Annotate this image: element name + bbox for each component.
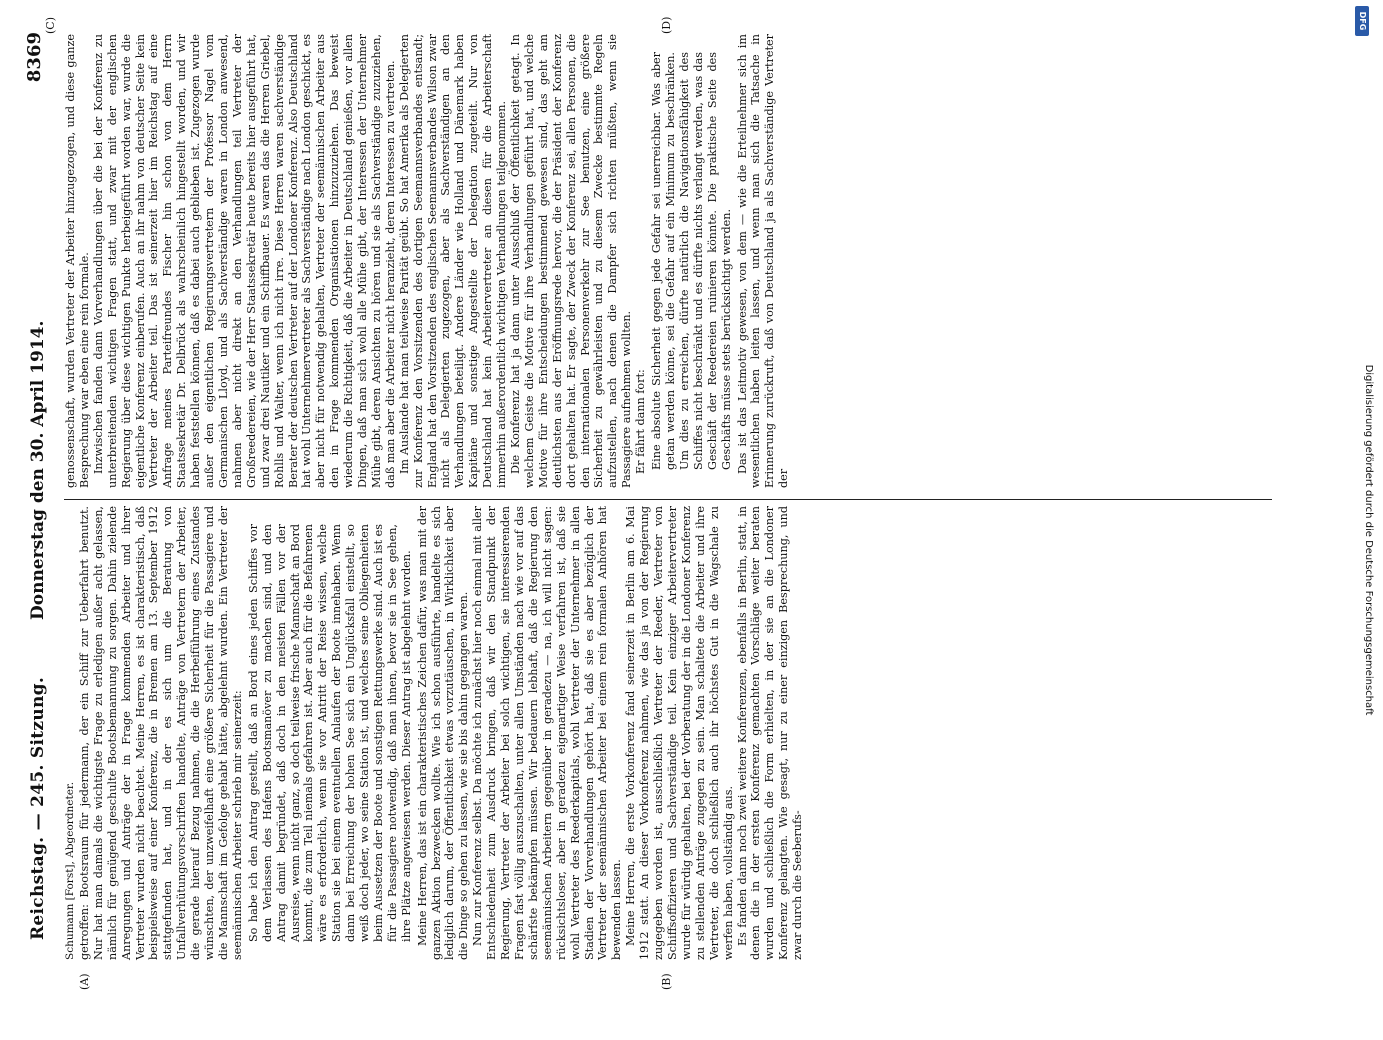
left-paragraph: Es fanden dann noch zwei weitere Konferenzen, ebenfalls in Berlin, statt, in denen die in der ersten Konferenz gemachten Vorschläge weiter beraten wurden und schließlich die Form erhielten, in der sie an die Londoner Konferenz gelangten. Wie gesagt, nur zu einer einzigen Besprechung, und zwar durch die Seeberufs- bbox=[735, 506, 805, 960]
right-paragraph: genossenschaft, wurden Vertreter der Arbeiter hinzugezogen, und diese ganze Besprechung war eben eine rein formale. bbox=[64, 34, 91, 488]
page-number: 8369 bbox=[24, 32, 45, 83]
left-paragraph: getroffen: Bootsraum für jedermann, der ein Schiff zur Ueberfahrt benutzt. Nur hat man damals die wichtigste Frage zu erledigen außer acht gelassen, nämlich für genügend geschulte Bootsbemannung zu sorgen. Dahin zielende Anregungen und Anträge der in Frage kommenden Arbeiter und ihrer Vertreter wurden nicht beachtet. Meine Herren, es ist charakteristisch, daß beispielsweise auf einer Konferenz, die in Bremen am 13. September 1912 stattgefunden hat, und in der es sich um die Beratung von Unfallverhütungsvorschriften handelte, Anträge von Vertretern der Arbeiter, die gerade hierauf Bezug nahmen, die die Herbeiführung eines Zustandes wünschten, der unzweifelhaft eine größere Sicherheit für die Passagiere und die Mannschaft im Gefolge gehabt hätte, abgelehnt wurden. Ein Vertreter der seemännischen Arbeiter schrieb mir seinerzeit: bbox=[77, 506, 244, 960]
dfg-logo-text: DFG bbox=[1358, 11, 1367, 31]
left-paragraph: Meine Herren, die erste Vorkonferenz fand seinerzeit in Berlin am 6. Mai 1912 statt. An dieser Vorkonferenz nahmen, wie das ja von der Regierung zugegeben worden ist, ausschließlich Vertreter der Reeder, Vertreter von Schiffsoffizieren und Sachverständige teil. Kein einziger Arbeitervertreter wurde für würdig gehalten, bei der Vorberatung der in die Londoner Konferenz zu stellenden Anträge zugegen zu sein. Man schaltete die Arbeiter und ihre Vertreter, die doch schließlich auch ihr höchstes Gut in die Wagschale zu werfen haben, vollständig aus. bbox=[624, 506, 735, 960]
margin-marker-a: (A) bbox=[78, 973, 91, 990]
right-quote: Eine absolute Sicherheit gegen jede Gefahr sei unerreichbar. Was aber getan werden könne, sei die Gefahr auf ein Minimum zu beschränken. Um dies zu erreichen, dürfte natürlich die Navigationsfähigkeit des Schiffes nicht beschränkt und es dürfte nichts verlangt werden, was das Geschäft der Reedereien ruinieren könnte. Die praktische Seite des Geschäfts müsse stets berücksichtigt werden. bbox=[650, 52, 733, 470]
speaker-line: Schumann [Forst], Abgeordneter. bbox=[64, 781, 76, 960]
dfg-logo-icon bbox=[1355, 6, 1369, 36]
margin-marker-c: (C) bbox=[44, 17, 57, 34]
credit-text: Digitalisierung gefördert durch die Deutsche Forschungsgemeinschaft bbox=[1363, 364, 1374, 716]
left-paragraph: Meine Herren, das ist ein charakteristisches Zeichen dafür, was man mit der ganzen Aktion bezwecken wollte. Wie ich schon ausführte, handelte es sich lediglich darum, der Öffentlichkeit etwas vorzutäuschen, in Wirklichkeit aber die Dinge so gehen zu lassen, wie sie bis dahin gegangen waren. bbox=[415, 506, 471, 960]
margin-marker-b: (B) bbox=[660, 973, 673, 990]
digitization-credit bbox=[1359, 0, 1377, 1000]
right-paragraph: Er fährt dann fort: bbox=[634, 369, 648, 474]
header-date: Donnerstag den 30. April 1914. bbox=[28, 320, 48, 620]
right-paragraph: Die Konferenz hat ja dann unter Ausschluß der Öffentlichkeit getagt. In welchem Geiste die Motive für ihre Verhandlungen geführt hat, und welche Motive für ihre Entscheidungen bestimmend gewesen sind, das geht am deutlichsten aus der Eröffnungsrede hervor, die der Präsident der Konferenz dort gehalten hat. Er sagte, der Zweck der Konferenz sei, allen Personen, die den internationalen Personenverkehr zur See benutzen, eine größere Sicherheit zu gewährleisten und zu diesem Zwecke bestimmte Regeln aufzustellen, nach denen die Dampfer sich richten müßten, wenn sie Passagiere aufnehmen wollten. bbox=[509, 34, 634, 488]
right-paragraph: Im Auslande hat man teilweise Parität geübt. So hat Amerika als Delegierten zur Konferenz den Vorsitzenden des dortigen Seemannsverbandes entsandt; England hat den Vorsitzenden des englischen Seemannsverbandes Wilson zwar nicht als Delegierten zugezogen, aber als Sachverständigen an den Verhandlungen beteiligt. Andere Länder wie Holland und Dänemark haben Kapitäne und sonstige Angestellte der Delegation zugeteilt. Nur von Deutschland hat kein Arbeitervertreter an diesen für die Arbeiterschaft immerhin außerordentlich wichtigen Verhandlungen teilgenommen. bbox=[397, 34, 509, 488]
right-column bbox=[64, 34, 791, 488]
header-session: Reichstag. — 245. Sitzung. bbox=[28, 676, 48, 940]
margin-marker-d: (D) bbox=[660, 16, 673, 34]
column-divider bbox=[64, 499, 1272, 500]
left-quote: So habe ich den Antrag gestellt, daß an Bord eines jeden Schiffes vor dem Verlassen des Hafens Bootsmanöver zu machen sind, und den Antrag damit begründet, daß doch in den meisten Fällen vor der Ausreise, wenn nicht ganz, so doch teilweise frische Mannschaft an Bord kommt, die zum Teil niemals gefahren ist. Aber auch für die Befahrenen wäre es erforderlich, wenn sie vor Antritt der Reise wissen, welche Station sie bei einem eventuellen Anlaufen der Boote innehaben. Wenn dann bei Erreichung der hohen See sich ein Unglücksfall einstellt, so weiß doch jeder, wo seine Station ist, und welches seine Obliegenheiten beim Aussetzen der Boote und sonstigen Rettungswerke sind. Auch ist es für die Passagiere notwendig, daß man ihnen, bevor sie in See gehen, ihre Plätze angewiesen werden. Dieser Antrag ist abgelehnt worden. bbox=[246, 524, 413, 942]
left-column bbox=[64, 506, 805, 960]
left-paragraph: Nun zur Konferenz selbst. Da möchte ich zunächst hier noch einmal mit aller Entschiedenheit zum Ausdruck bringen, daß wir den Standpunkt der Regierung, Vertreter der Arbeiter bei solch wichtigen, sie interessierenden Fragen fast völlig auszuschalten, unter allen Umständen nach wie vor auf das schärfste bekämpfen müssen. Wir bedauern lebhaft, daß die Regierung den seemännischen Arbeitern gegenüber in geradezu — na, ich will nicht sagen: rücksichtsloser, aber in geradezu eigenartiger Weise verfahren ist, daß sie wohl Vertreter des Reederkapitals, wohl Vertreter der Unternehmer in allen Stadien der Vorverhandlungen gehört hat, daß sie es aber bezüglich der Vertreter der seemännischen Arbeiter bei einem rein formalen Anhören hat bewenden lassen. bbox=[471, 506, 624, 960]
right-paragraph: Inzwischen fanden dann Vorverhandlungen über die bei der Konferenz zu unterbreitenden wichtigen Fragen statt, und zwar mit der englischen Regierung über diese wichtigen Punkte herbeigeführt worden war, wurde die eigentliche Konferenz einberufen. Auch an ihr nahm von deutscher Seite kein Vertreter der Arbeiter teil. Das ist seinerzeit hier im Reichstag auf eine Anfrage meines Parteifreundes Fischer hin schon von dem Herrn Staatssekretär Dr. Delbrück als wahrscheinlich hingestellt worden, und wir haben feststellen können, daß es dabei auch geblieben ist. Zugezogen wurde außer den eigentlichen Regierungsvertretern der Professor Nagel vom Germanischen Lloyd, und als Sachverständige waren in London anwesend, nahmen aber nicht direkt an den Verhandlungen teil Vertreter der Großreedereien, wie der Herr Staatssekretär heute bereits hier ausgeführt hat, und zwar drei Nautiker und ein Schiffbauer. Es waren das die Herren Griebel, Rohlls und Walter, wenn ich nicht irre. Diese Herren waren sachverständige Berater der deutschen Vertreter auf der Londoner Konferenz. Also Deutschland hat wohl Unternehmervertreter als Sachverständige nach London geschickt, es aber nicht für notwendig gehalten, Vertreter der seemännischen Arbeiter aus den in Frage kommenden Organisationen hinzuzuziehen. Das beweist wiederum die Richtigkeit, daß die Arbeiter in Deutschland genießen, vor allen Dingen, daß man sich wohl alle Mühe gibt, der Interessen der Unternehmer Mühe gibt, deren Ansichten zu hören und sie als Sachverständige zuzuziehen, daß man aber die Arbeiter nicht heranzieht, deren Interessen zu vertreten. bbox=[91, 34, 397, 488]
page-header bbox=[14, 20, 54, 980]
right-paragraph: Das ist das Leitmotiv gewesen, von dem — wie die Erteilnehmer sich im wesentlichen haben leiten lassen, und wenn man sich die Tatsache in Erinnerung zurückruft, daß von Deutschland ja als Sachverständige Vertreter der bbox=[735, 34, 791, 488]
